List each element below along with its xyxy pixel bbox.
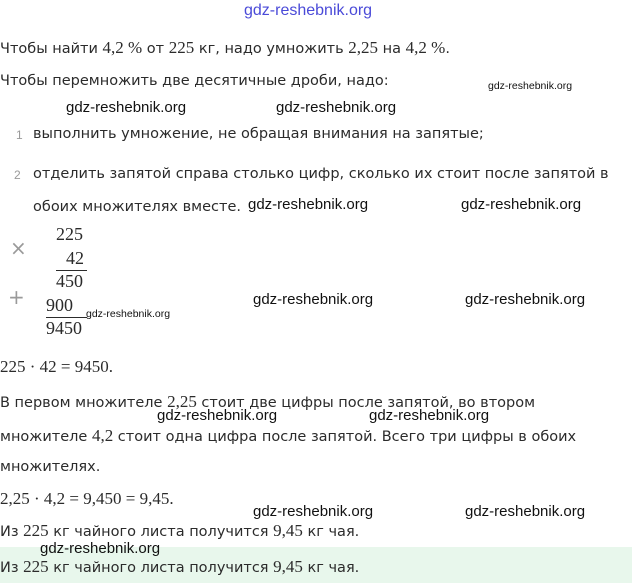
explanation-line: множителе 4,2 стоит одна цифра после запятой. Всего три цифры в обоих xyxy=(0,426,577,445)
rule-heading: Чтобы перемножить две десятичные дроби, надо: xyxy=(0,73,389,89)
answer-line: Из 225 кг чайного листа получится 9,45 кг чая. xyxy=(0,521,360,540)
watermark: gdz-reshebnik.org xyxy=(253,291,374,308)
factor-b: 42 xyxy=(66,248,84,268)
list-item: выполнить умножение, не обращая внимания на запятые; xyxy=(33,126,484,142)
partial-product-2: 900 xyxy=(46,295,73,315)
watermark: gdz-reshebnik.org xyxy=(86,308,171,320)
list-item: отделить запятой справа столько цифр, сколько их стоит после запятой в xyxy=(33,166,609,182)
partial-product-1: 450 xyxy=(56,271,83,291)
watermark-top: gdz-reshebnik.org xyxy=(244,2,373,19)
math-percent: 4,2 % xyxy=(102,38,143,57)
watermark: gdz-reshebnik.org xyxy=(66,99,187,116)
watermark: gdz-reshebnik.org xyxy=(369,407,490,424)
equation-result: 2,25 · 4,2 = 9,450 = 9,45. xyxy=(0,489,174,508)
watermark: gdz-reshebnik.org xyxy=(461,196,582,213)
explanation-line: В первом множителе 2,25 стоит две цифры после запятой, во втором xyxy=(0,392,536,411)
watermark: gdz-reshebnik.org xyxy=(465,503,586,520)
watermark: gdz-reshebnik.org xyxy=(248,196,369,213)
final-answer: Из 225 кг чайного листа получится 9,45 кг чая. xyxy=(0,557,360,576)
multiply-sign: × xyxy=(10,236,27,260)
watermark: gdz-reshebnik.org xyxy=(253,503,374,520)
product-result: 9450 xyxy=(46,318,82,338)
intro-line: Чтобы найти 4,2 % от 225 кг, надо умножить 2,25 на 4,2 %. xyxy=(0,38,450,57)
list-item-continued: обоих множителях вместе. xyxy=(33,199,241,215)
plus-sign: + xyxy=(8,285,25,309)
watermark: gdz-reshebnik.org xyxy=(488,80,573,92)
watermark: gdz-reshebnik.org xyxy=(465,291,586,308)
watermark: gdz-reshebnik.org xyxy=(157,407,278,424)
watermark: gdz-reshebnik.org xyxy=(40,540,161,557)
factor-a: 225 xyxy=(56,224,83,244)
list-number: 1 xyxy=(16,128,23,142)
list-number: 2 xyxy=(14,168,21,182)
explanation-line: множителях. xyxy=(0,459,101,475)
watermark: gdz-reshebnik.org xyxy=(276,99,397,116)
equation-product: 225 · 42 = 9450. xyxy=(0,357,113,376)
